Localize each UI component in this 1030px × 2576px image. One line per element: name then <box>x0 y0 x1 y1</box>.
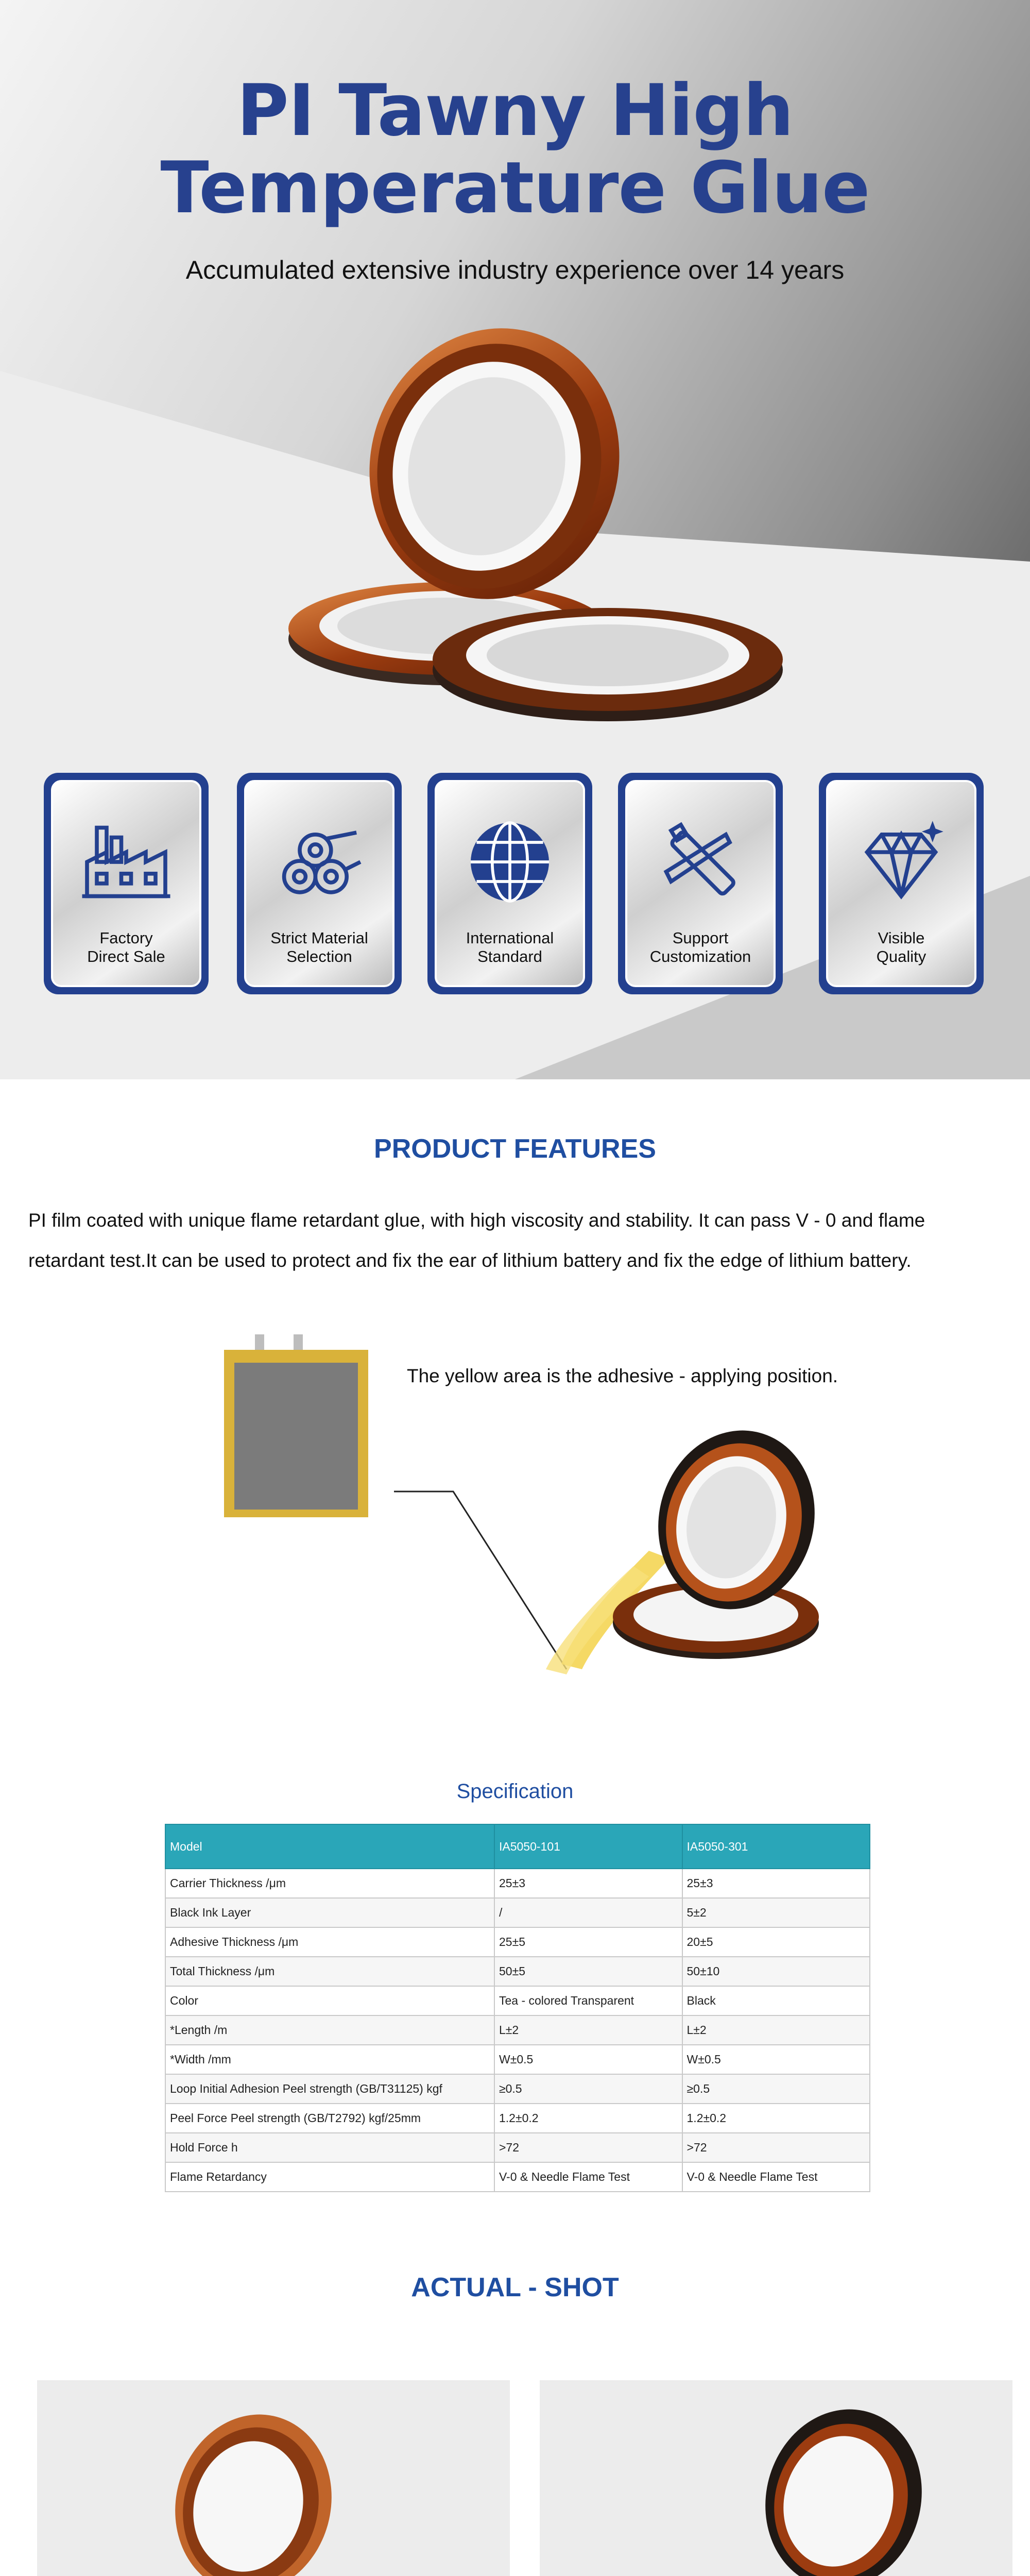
badge-label: International Standard <box>466 929 554 965</box>
hero-subtitle: Accumulated extensive industry experience over 14 years <box>185 256 845 284</box>
table-row <box>165 1986 870 2015</box>
material-rolls-icon <box>270 813 368 911</box>
table-cell: Loop Initial Adhesion Peel strength (GB/T31125) kgf <box>165 2074 494 2104</box>
table-row <box>165 2133 870 2162</box>
table-row <box>165 2074 870 2104</box>
factory-icon <box>77 813 175 911</box>
table-row <box>165 2162 870 2192</box>
hero-title <box>0 69 1030 229</box>
hero-title-line2: Temperature Glue <box>160 146 870 229</box>
table-cell: 25±3 <box>494 1869 682 1898</box>
table-cell: Tea - colored Transparent <box>494 1986 682 2015</box>
table-cell: Flame Retardancy <box>165 2162 494 2192</box>
badge-international-standard <box>427 773 592 994</box>
table-cell: *Length /m <box>165 2015 494 2045</box>
table-header-row <box>165 1824 870 1869</box>
table-cell: 25±5 <box>494 1927 682 1957</box>
table-cell: *Width /mm <box>165 2045 494 2074</box>
tape-application-illustration <box>360 1422 865 1731</box>
badge-support-customization <box>618 773 783 994</box>
table-cell: >72 <box>494 2133 682 2162</box>
hero-title-line1: PI Tawny High <box>236 69 794 152</box>
table-cell: / <box>494 1898 682 1927</box>
tools-icon <box>651 813 749 911</box>
diamond-icon <box>852 813 950 911</box>
hero-product-image <box>278 309 793 721</box>
table-cell: ≥0.5 <box>494 2074 682 2104</box>
table-row <box>165 2045 870 2074</box>
features-description: PI film coated with unique flame retardant glue, with high viscosity and stability. It can pass V - 0 and flame retardant test.It can be used to protect and fix the ear of lithium battery and fix the edge of lithium battery. <box>28 1210 925 1271</box>
table-cell: L±2 <box>494 2015 682 2045</box>
table-row <box>165 1927 870 1957</box>
table-row <box>165 1898 870 1927</box>
badge-label: Support Customization <box>649 929 751 965</box>
badge-factory-direct-sale <box>44 773 209 994</box>
adhesive-position-note: The yellow area is the adhesive - applying position. <box>407 1365 838 1386</box>
table-cell: ≥0.5 <box>682 2074 870 2104</box>
table-cell: >72 <box>682 2133 870 2162</box>
table-row <box>165 1869 870 1898</box>
column-header: Model <box>165 1824 494 1869</box>
table-cell: 50±5 <box>494 1957 682 1986</box>
badge-label: Visible Quality <box>876 929 926 965</box>
table-row <box>165 2104 870 2133</box>
table-cell: V-0 & Needle Flame Test <box>494 2162 682 2192</box>
table-cell: 20±5 <box>682 1927 870 1957</box>
product-photo-2 <box>540 2380 1012 2576</box>
table-cell: 1.2±0.2 <box>682 2104 870 2133</box>
table-cell: 5±2 <box>682 1898 870 1927</box>
column-header: IA5050-101 <box>494 1824 682 1869</box>
table-cell: Color <box>165 1986 494 2015</box>
table-row <box>165 1957 870 1986</box>
table-cell: Black Ink Layer <box>165 1898 494 1927</box>
badge-visible-quality <box>819 773 984 994</box>
table-cell: Carrier Thickness /μm <box>165 1869 494 1898</box>
table-cell: 50±10 <box>682 1957 870 1986</box>
actual-shot-title: ACTUAL - SHOT <box>411 2273 619 2302</box>
badge-label: Factory Direct Sale <box>87 929 165 965</box>
table-cell: Total Thickness /μm <box>165 1957 494 1986</box>
table-cell: L±2 <box>682 2015 870 2045</box>
table-cell: Hold Force h <box>165 2133 494 2162</box>
badge-label: Strict Material Selection <box>270 929 368 965</box>
table-cell: 1.2±0.2 <box>494 2104 682 2133</box>
table-cell: W±0.5 <box>494 2045 682 2074</box>
table-cell: 25±3 <box>682 1869 870 1898</box>
table-cell: V-0 & Needle Flame Test <box>682 2162 870 2192</box>
spec-title: Specification <box>456 1780 574 1803</box>
table-cell: W±0.5 <box>682 2045 870 2074</box>
globe-icon <box>461 813 559 911</box>
product-photo-1 <box>37 2380 510 2576</box>
table-cell: Peel Force Peel strength (GB/T2792) kgf/25mm <box>165 2104 494 2133</box>
features-title: PRODUCT FEATURES <box>374 1134 656 1164</box>
table-row <box>165 2015 870 2045</box>
table-cell: Adhesive Thickness /μm <box>165 1927 494 1957</box>
battery-illustration <box>221 1334 371 1520</box>
badge-strict-material-selection <box>237 773 402 994</box>
table-cell: Black <box>682 1986 870 2015</box>
column-header: IA5050-301 <box>682 1824 870 1869</box>
spec-table <box>165 1824 870 2192</box>
hero-banner <box>0 0 1030 1079</box>
